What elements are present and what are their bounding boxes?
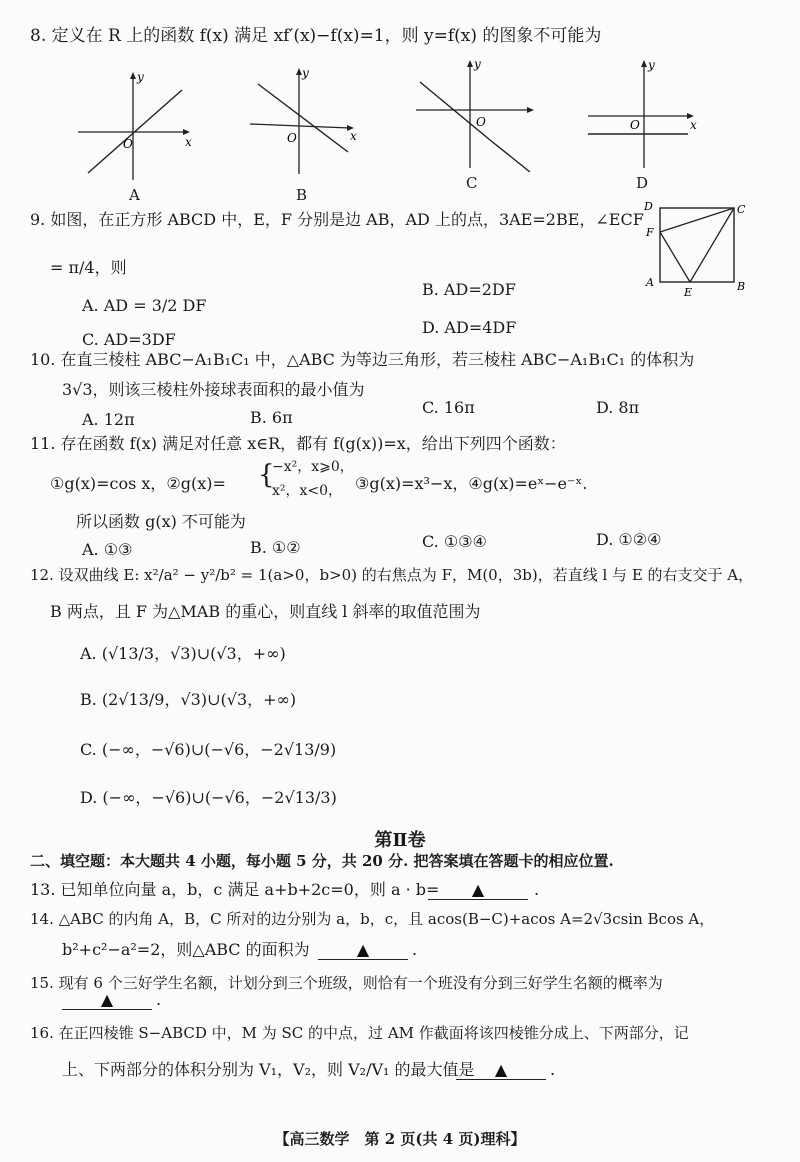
q10-option-b: B. 6π bbox=[250, 408, 293, 427]
q9-stem-1: 9. 如图，在正方形 ABCD 中，E，F 分别是边 AB，AD 上的点，3AE=2BE，∠ECF bbox=[30, 210, 644, 229]
q8-d-x-label: x bbox=[690, 118, 697, 132]
q10-option-d: D. 8π bbox=[596, 398, 640, 417]
section-heading: 二、填空题：本大题共 4 小题，每小题 5 分，共 20 分. 把答案填在答题卡的相应位置. bbox=[30, 852, 614, 870]
q9-option-a: A. AD = 3/2 DF bbox=[82, 296, 207, 315]
q12-stem-1: 12. 设双曲线 E: x²/a² − y²/b² = 1(a>0，b>0) 的右焦点为 F，M(0，3b)，若直线 l 与 E 的右支交于 A， bbox=[30, 566, 754, 584]
q15-answer-blank[interactable]: ▲ bbox=[62, 990, 152, 1010]
q9-option-b: B. AD=2DF bbox=[422, 280, 516, 299]
q12-option-a: A. (√13/3，√3)∪(√3，+∞) bbox=[80, 644, 286, 663]
q11-stem-1: 11. 存在函数 f(x) 满足对任意 x∈R，都有 f(g(x))=x，给出下列四个函数： bbox=[30, 434, 566, 453]
q11-stem-3: 所以函数 g(x) 不可能为 bbox=[76, 512, 246, 531]
q15-period: . bbox=[156, 990, 162, 1009]
q8-a-origin: O bbox=[123, 137, 133, 151]
q9-option-c: C. AD=3DF bbox=[82, 330, 176, 349]
page-footer: 【高三数学 第 2 页(共 4 页)理科】 bbox=[274, 1130, 526, 1148]
q14-period: . bbox=[412, 940, 418, 959]
q8-d-origin: O bbox=[630, 118, 640, 132]
q8-option-b: B bbox=[296, 186, 308, 204]
q11-option-b: B. ①② bbox=[250, 538, 301, 557]
q11-option-c: C. ①③④ bbox=[422, 532, 487, 551]
q8-graph-a bbox=[78, 68, 198, 180]
q12-option-d: D. (−∞，−√6)∪(−√6，−2√13/3) bbox=[80, 788, 337, 807]
q8-b-origin: O bbox=[287, 131, 297, 145]
q9-label-e: E bbox=[684, 286, 693, 299]
q15-text-1: 15. 现有 6 个三好学生名额，计划分到三个班级，则恰有一个班没有分到三好学生名额的概率为 bbox=[30, 974, 663, 992]
q11-option-a: A. ①③ bbox=[82, 540, 133, 559]
q9-stem-2: = π/4，则 bbox=[50, 258, 127, 277]
q13-text: 13. 已知单位向量 a，b，c 满足 a+b+2c=0，则 a · b= bbox=[30, 880, 440, 899]
q8-c-y-label: y bbox=[474, 57, 481, 71]
q9-label-a: A bbox=[646, 276, 654, 289]
q13-answer-blank[interactable]: ▲ bbox=[428, 880, 528, 900]
q10-stem-2: 3√3，则该三棱柱外接球表面积的最小值为 bbox=[62, 380, 365, 399]
q12-option-b: B. (2√13/9，√3)∪(√3，+∞) bbox=[80, 690, 297, 709]
q14-text-2: b²+c²−a²=2，则△ABC 的面积为 bbox=[62, 940, 310, 959]
q8-graph-c bbox=[410, 56, 540, 172]
q14-answer-blank[interactable]: ▲ bbox=[318, 940, 408, 960]
q11-brace: { bbox=[258, 460, 275, 490]
q9-square-figure bbox=[642, 196, 752, 300]
q16-text-2: 上、下两部分的体积分别为 V₁，V₂，则 V₂/V₁ 的最大值是 bbox=[62, 1060, 475, 1079]
q9-label-d: D bbox=[644, 200, 653, 213]
q8-b-x-label: x bbox=[350, 129, 357, 143]
q8-option-d: D bbox=[636, 174, 649, 192]
q10-option-a: A. 12π bbox=[82, 410, 135, 429]
q16-text-1: 16. 在正四棱锥 S−ABCD 中，M 为 SC 的中点，过 AM 作截面将该四棱锥分成上、下两部分，记 bbox=[30, 1024, 689, 1042]
q8-a-x-label: x bbox=[185, 135, 192, 149]
q9-label-f: F bbox=[646, 226, 654, 239]
q9-label-b: B bbox=[737, 280, 746, 293]
q8-c-origin: O bbox=[476, 115, 486, 129]
q10-stem-1: 10. 在直三棱柱 ABC−A₁B₁C₁ 中，△ABC 为等边三角形，若三棱柱 ABC−A₁B₁C₁ 的体积为 bbox=[30, 350, 695, 369]
q8-graph-b bbox=[244, 62, 364, 174]
q8-option-c: C bbox=[466, 174, 478, 192]
q16-period: . bbox=[550, 1060, 556, 1079]
q9-option-d: D. AD=4DF bbox=[422, 318, 517, 337]
q9-label-c: C bbox=[737, 203, 746, 216]
q8-option-a: A bbox=[129, 186, 140, 204]
q8-b-y-label: y bbox=[302, 66, 309, 80]
q12-stem-2: B 两点，且 F 为△MAB 的重心，则直线 l 斜率的取值范围为 bbox=[50, 602, 481, 621]
part2-title: 第Ⅱ卷 bbox=[374, 830, 426, 851]
q11-brace-bottom: x²，x<0， bbox=[272, 483, 343, 499]
q10-option-c: C. 16π bbox=[422, 398, 475, 417]
q11-option-d: D. ①②④ bbox=[596, 530, 662, 549]
q13-period: . bbox=[534, 880, 540, 899]
q8-graph-d bbox=[584, 56, 704, 172]
q14-text-1: 14. △ABC 的内角 A，B，C 所对的边分别为 a，b，c，且 acos(B−C)+acos A=2√3csin Bcos A， bbox=[30, 910, 715, 928]
q8-d-y-label: y bbox=[648, 58, 655, 72]
q8-stem: 8. 定义在 R 上的函数 f(x) 满足 xf′(x)−f(x)=1，则 y=f(x) 的图象不可能为 bbox=[30, 26, 602, 46]
q11-stem-2b: ③g(x)=x³−x，④g(x)=eˣ−e⁻ˣ. bbox=[355, 474, 588, 493]
q11-stem-2a: ①g(x)=cos x，②g(x)= bbox=[50, 474, 226, 493]
q8-a-y-label: y bbox=[137, 70, 144, 84]
q11-brace-top: −x²，x⩾0， bbox=[272, 459, 354, 475]
q12-option-c: C. (−∞，−√6)∪(−√6，−2√13/9) bbox=[80, 740, 337, 759]
q16-answer-blank[interactable]: ▲ bbox=[456, 1060, 546, 1080]
